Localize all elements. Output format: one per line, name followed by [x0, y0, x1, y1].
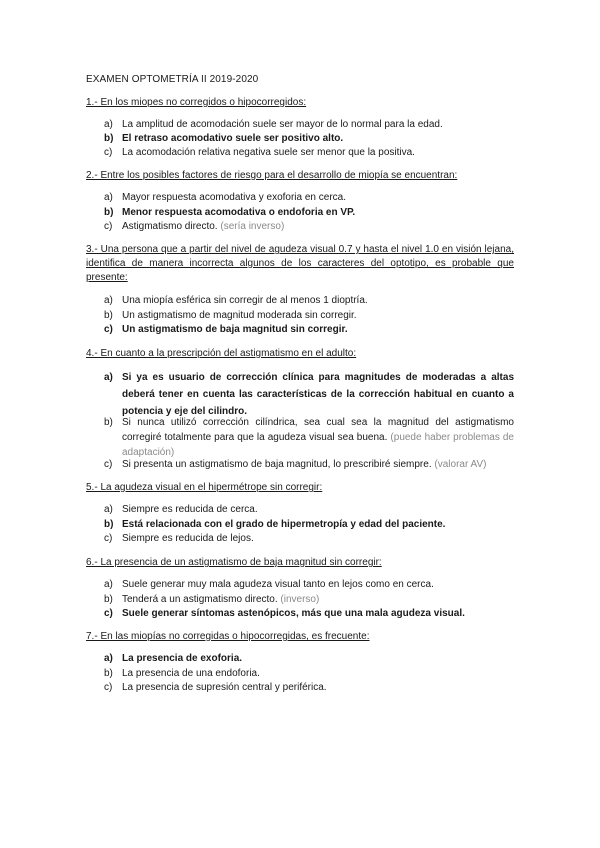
question-1-option-c	[104, 146, 514, 160]
question-7-option-c	[104, 681, 514, 695]
option-text: Un astigmatismo de magnitud moderada sin corregir.	[122, 310, 357, 321]
option-note: (sería inverso)	[220, 221, 285, 232]
question-1-prompt: 1.- En los miopes no corregidos o hipocorregidos:	[86, 97, 307, 108]
option-text: Una miopía esférica sin corregir de al menos 1 dioptría.	[122, 295, 368, 306]
option-letter: c)	[104, 682, 113, 693]
option-letter: c)	[104, 459, 113, 470]
option-text: Está relacionada con el grado de hipermetropía y edad del paciente.	[122, 519, 446, 530]
option-letter: a)	[104, 119, 113, 130]
option-letter: a)	[104, 372, 113, 383]
option-note: (valorar AV)	[434, 459, 487, 470]
option-letter: c)	[104, 221, 113, 232]
question-7-prompt: 7.- En las miopías no corregidas o hipocorregidas, es frecuente:	[86, 631, 370, 642]
option-letter: a)	[104, 295, 113, 306]
exam-title: EXAMEN OPTOMETRÍA II 2019-2020	[86, 74, 259, 85]
option-text: La presencia de exoforia.	[122, 653, 243, 664]
option-letter: b)	[104, 133, 114, 144]
question-5-option-b	[104, 518, 514, 532]
option-letter: c)	[104, 608, 113, 619]
question-6-prompt: 6.- La presencia de un astigmatismo de baja magnitud sin corregir:	[86, 557, 382, 568]
option-letter: b)	[104, 417, 113, 428]
question-7-option-a	[104, 652, 514, 666]
option-text: Tenderá a un astigmatismo directo.	[122, 594, 278, 605]
option-text: Menor respuesta acomodativa o endoforia en VP.	[122, 207, 356, 218]
question-4-option-b	[104, 415, 514, 460]
question-2-option-a	[104, 191, 514, 205]
question-5-prompt: 5.- La agudeza visual en el hipermétrope sin corregir:	[86, 482, 323, 493]
question-3-prompt: 3.- Una persona que a partir del nivel de agudeza visual 0.7 y hasta el nivel 1.0 en visión lejana, identifica de manera incorrecta algunos de los caracteres del optotipo, es probable que presente:	[86, 244, 514, 283]
option-letter: a)	[104, 653, 113, 664]
option-text: Un astigmatismo de baja magnitud sin corregir.	[122, 324, 348, 335]
option-letter: c)	[104, 324, 113, 335]
option-text: La presencia de una endoforia.	[122, 668, 260, 679]
option-text: Mayor respuesta acomodativa y exoforia en cerca.	[122, 192, 346, 203]
option-text: Astigmatismo directo.	[122, 221, 218, 232]
question-6-option-a	[104, 578, 514, 592]
option-text: Si nunca utilizó corrección cilíndrica, sea cual sea la magnitud del astigmatismo corregiré totalmente para que la agudeza visual sea buena.	[122, 417, 514, 443]
question-2-option-b	[104, 206, 514, 220]
option-text: El retraso acomodativo suele ser positivo alto.	[122, 133, 344, 144]
question-5-option-a	[104, 503, 514, 517]
option-note: (puede haber problemas de adaptación)	[122, 432, 514, 458]
option-text: Si ya es usuario de corrección clínica para magnitudes de moderadas a altas deberá tener en cuenta las características de la corrección habitual en cuanto a potencia y eje del cilindro.	[122, 372, 514, 417]
question-2-prompt: 2.- Entre los posibles factores de riesgo para el desarrollo de miopía se encuentran:	[86, 170, 458, 181]
question-6-option-b	[104, 593, 514, 607]
question-5-option-c	[104, 532, 514, 546]
option-text: Siempre es reducida de lejos.	[122, 533, 254, 544]
option-text: Siempre es reducida de cerca.	[122, 504, 258, 515]
question-4-prompt: 4.- En cuanto a la prescripción del astigmatismo en el adulto:	[86, 348, 357, 359]
question-3-option-a	[104, 294, 514, 308]
option-letter: c)	[104, 147, 113, 158]
question-7-option-b	[104, 667, 514, 681]
option-text: La amplitud de acomodación suele ser mayor de lo normal para la edad.	[122, 119, 443, 130]
option-letter: b)	[104, 310, 113, 321]
option-letter: a)	[104, 579, 113, 590]
option-letter: c)	[104, 533, 113, 544]
option-note: (inverso)	[280, 594, 320, 605]
option-text: La acomodación relativa negativa suele ser menor que la positiva.	[122, 147, 415, 158]
question-6-option-c	[104, 607, 514, 621]
option-letter: b)	[104, 668, 113, 679]
question-1-option-a	[104, 118, 514, 132]
question-3-option-b	[104, 309, 514, 323]
option-letter: a)	[104, 192, 113, 203]
option-letter: b)	[104, 594, 113, 605]
question-1-option-b	[104, 132, 514, 146]
question-3-option-c	[104, 323, 514, 337]
option-letter: a)	[104, 504, 113, 515]
option-letter: b)	[104, 207, 114, 218]
option-text: Suele generar síntomas astenópicos, más que una mala agudeza visual.	[122, 608, 465, 619]
question-4-option-a	[104, 369, 514, 420]
option-letter: b)	[104, 519, 114, 530]
question-2-option-c	[104, 220, 514, 234]
option-text: Si presenta un astigmatismo de baja magnitud, lo prescribiré siempre.	[122, 459, 432, 470]
option-text: Suele generar muy mala agudeza visual tanto en lejos como en cerca.	[122, 579, 434, 590]
question-4-option-c	[104, 458, 514, 472]
option-text: La presencia de supresión central y periférica.	[122, 682, 327, 693]
